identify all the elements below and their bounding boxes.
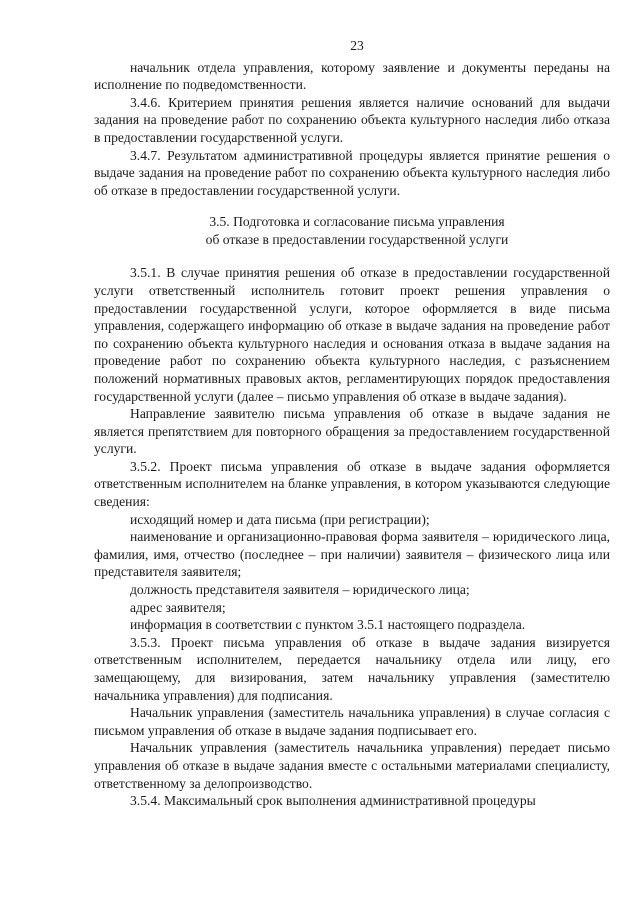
document-page — [94, 37, 610, 810]
paragraph-3-4-6: 3.4.6. Критерием принятия решения является наличие оснований для выдачи задания на проведение работ по сохранению объекта культурного наследия либо отказа в предоставлении государственной услуги. — [94, 94, 610, 145]
paragraph-continuation: начальник отдела управления, которому заявление и документы переданы на исполнение по подведомственности. — [94, 59, 610, 93]
section-heading-line-2: об отказе в предоставлении государственной услуги — [205, 232, 509, 248]
paragraph-refusal-note: Направление заявителю письма управления об отказе в выдаче задания не является препятствием для повторного обращения за предоставлением государственной услуги. — [94, 406, 610, 457]
paragraph-3-5-3: 3.5.3. Проект письма управления об отказе в выдаче задания визируется ответственным исполнителем, передается начальнику отдела или лицу, его замещающему, для визирования, затем начальнику управления (заместителю начальника управления) для подписания. — [94, 634, 610, 703]
paragraph-head-signs: Начальник управления (заместитель начальника управления) в случае согласия с письмом управления об отказе в выдаче задания подписывает его. — [94, 705, 610, 738]
paragraph-head-transfers: Начальник управления (заместитель начальника управления) передает письмо управления об отказе в выдаче задания вместе с остальными материалами специалисту, ответственному за делопроизводство. — [94, 740, 610, 791]
list-item-applicant-name: наименование и организационно-правовая форма заявителя – юридического лица, фамилия, имя, отчество (последнее – при наличии) заявителя – физического лица или представителя заявителя; — [94, 529, 610, 580]
page-number: 23 — [350, 38, 364, 53]
list-item-outgoing-number: исходящий номер и дата письма (при регистрации); — [130, 511, 430, 527]
section-heading-line-1: 3.5. Подготовка и согласование письма управления — [209, 214, 505, 230]
paragraph-3-5-2: 3.5.2. Проект письма управления об отказе в выдаче задания оформляется ответственным исполнителем на бланке управления, в котором указываются следующие сведения: — [94, 458, 610, 510]
list-item-reference-info: информация в соответствии с пунктом 3.5.1 настоящего подраздела. — [130, 617, 526, 633]
paragraph-3-5-1: 3.5.1. В случае принятия решения об отказе в предоставлении государственной услуги ответственный исполнитель готовит проект решения управления о предоставлении государственной услуги, которое оформляется в виде письма управления, содержащего информацию об отказе в выдаче задания на проведение работ по сохранению объекта культурного наследия и основания отказа в выдаче задания на проведение работ по сохранению объекта культурного наследия, с разъяснением положений нормативных правовых актов, регламентирующих порядок предоставления государственной услуги (далее – письмо управления об отказе в выдаче задания). — [94, 265, 610, 404]
paragraph-3-5-4: 3.5.4. Максимальный срок выполнения административной процедуры — [130, 793, 536, 809]
list-item-representative-position: должность представителя заявителя – юридического лица; — [130, 582, 470, 598]
section-heading-3-5 — [94, 213, 610, 249]
list-item-applicant-address: адрес заявителя; — [130, 599, 226, 615]
paragraph-3-4-7: 3.4.7. Результатом административной процедуры является принятие решения о выдаче задания на проведение работ по сохранению объекта культурного наследия либо об отказе в предоставлении государственной услуги. — [94, 147, 610, 198]
